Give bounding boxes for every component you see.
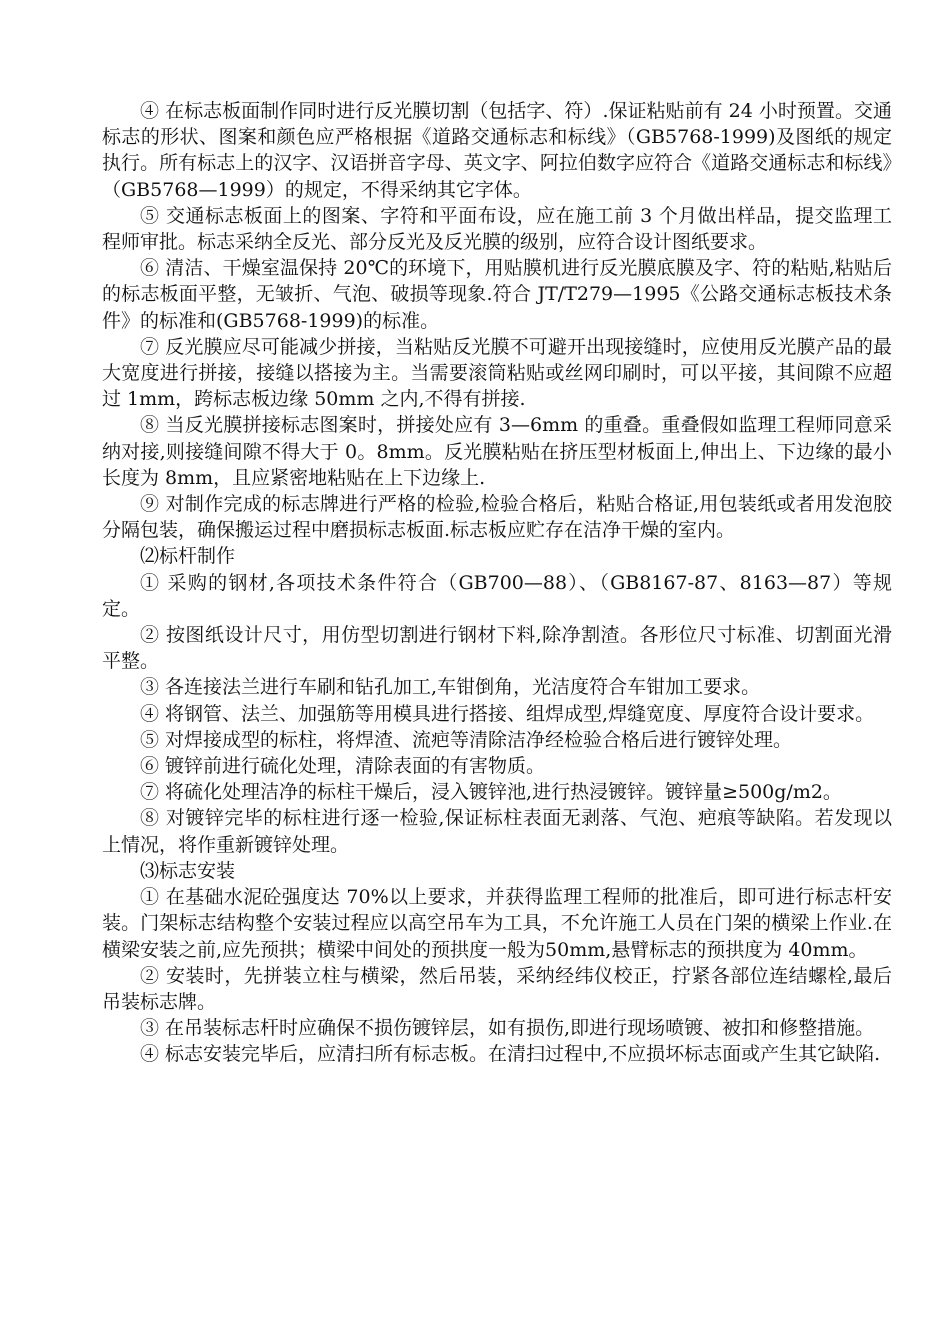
paragraph-galvanizing-inspection: ⑧ 对镀锌完毕的标柱进行逐一检验,保证标柱表面无剥落、气泡、疤痕等缺陷。若发现以上情况，将作重新镀锌处理。 bbox=[102, 807, 892, 856]
paragraph-slag-removal: ⑤ 对焊接成型的标柱，将焊渣、流疤等清除洁净经检验合格后进行镀锌处理。 bbox=[140, 728, 793, 751]
paragraph-film-application: ⑥ 清洁、干燥室温保持 20℃的环境下，用贴膜机进行反光膜底膜及字、符的粘贴,粘贴后的标志板面平整，无皱折、气泡、破损等现象.符合 JT/T279—1995《公路交通标志板技术条件》的标准和(GB5768-1999)的标准。 bbox=[102, 257, 892, 332]
paragraph-hot-dip-galvanizing: ⑦ 将硫化处理洁净的标柱干燥后，浸入镀锌池,进行热浸镀锌。镀锌量≥500g/m2。 bbox=[140, 781, 842, 804]
paragraph-film-overlap: ⑧ 当反光膜拼接标志图案时，拼接处应有 3—6mm 的重叠。重叠假如监理工程师同意采纳对接,则接缝间隙不得大于 0。8mm。反光膜粘贴在挤压型材板面上,伸出上、下边缘的最小长度为 8mm，且应紧密地粘贴在上下边缘上. bbox=[102, 414, 892, 489]
paragraph-zinc-protection: ③ 在吊装标志杆时应确保不损伤镀锌层，如有损伤,即进行现场喷镀、被扣和修整措施。 bbox=[140, 1017, 875, 1040]
section-heading-sign-installation: ⑶标志安装 bbox=[140, 859, 236, 882]
paragraph-film-joints: ⑦ 反光膜应尽可能减少拼接，当粘贴反光膜不可避开出现接缝时，应使用反光膜产品的最大宽度进行拼接，接缝以搭接为主。当需要滚筒粘贴或丝网印刷时，可以平接，其间隙不应超过 1mm，跨标志板边缘 50mm 之内,不得有拼接. bbox=[102, 335, 892, 411]
paragraph-assembly-hoisting: ② 安装时，先拼装立柱与横梁，然后吊装，采纳经纬仪校正，拧紧各部位连结螺栓,最后吊装标志牌。 bbox=[102, 964, 892, 1013]
paragraph-installation-prerequisites: ① 在基础水泥砼强度达 70%以上要求，并获得监理工程师的批准后，即可进行标志杆安装。门架标志结构整个安装过程应以高空吊车为工具，不允许施工人员在门架的横梁上作业.在横梁安装之前,应先预拱；横梁中间处的预拱度一般为50mm,悬臂标志的预拱度为 40mm。 bbox=[102, 886, 892, 961]
paragraph-sign-sample: ⑤ 交通标志板面上的图案、字符和平面布设，应在施工前 3 个月做出样品，提交监理工程师审批。标志采纳全反光、部分反光及反光膜的级别，应符合设计图纸要求。 bbox=[102, 204, 892, 254]
paragraph-inspection-packing: ⑨ 对制作完成的标志牌进行严格的检验,检验合格后，粘贴合格证,用包装纸或者用发泡胶分隔包装，确保搬运过程中磨损标志板面.标志板应贮存在洁净干燥的室内。 bbox=[102, 493, 892, 542]
paragraph-flange-machining: ③ 各连接法兰进行车刷和钻孔加工,车钳倒角，光洁度符合车钳加工要求。 bbox=[140, 676, 761, 699]
section-heading-pole-fabrication: ⑵标杆制作 bbox=[140, 545, 236, 568]
paragraph-sign-film-cutting: ④ 在标志板面制作同时进行反光膜切割（包括字、符）.保证粘贴前有 24 小时预置。交通标志的形状、图案和颜色应严格根据《道路交通标志和标线》（GB5768-1999)及图纸的规定执行。所有标志上的汉字、汉语拼音字母、英文字、阿拉伯数字应符合《道路交通标志和标线》（GB5768—1999）的规定，不得采纳其它字体。 bbox=[102, 100, 892, 201]
paragraph-welding: ④ 将钢管、法兰、加强筋等用模具进行搭接、组焊成型,焊缝宽度、厚度符合设计要求。 bbox=[140, 702, 875, 725]
paragraph-steel-cutting: ② 按图纸设计尺寸，用仿型切割进行钢材下料,除净割渣。各形位尺寸标准、切割面光滑平整。 bbox=[102, 624, 892, 673]
document-body bbox=[102, 98, 892, 1068]
paragraph-sulfurization: ⑥ 镀锌前进行硫化处理，清除表面的有害物质。 bbox=[140, 755, 546, 778]
paragraph-cleaning: ④ 标志安装完毕后，应清扫所有标志板。在清扫过程中,不应损坏标志面或产生其它缺陷. bbox=[140, 1043, 881, 1066]
paragraph-steel-purchase: ① 采购的钢材,各项技术条件符合（GB700—88）、（GB8167-87、8163—87）等规定。 bbox=[102, 571, 892, 620]
